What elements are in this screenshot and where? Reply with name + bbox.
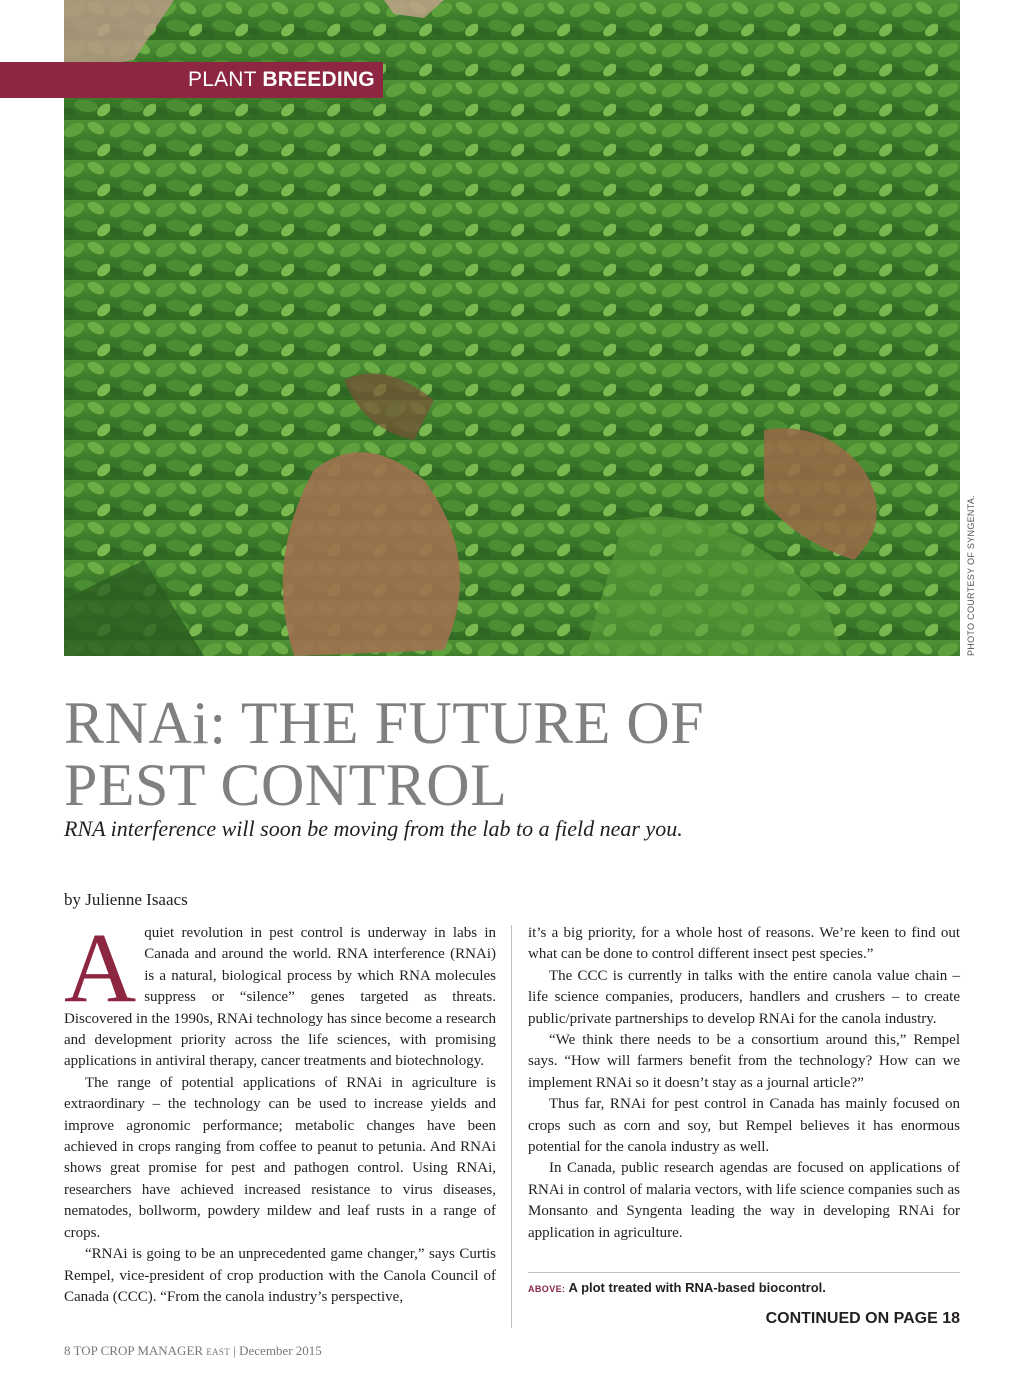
caption-divider (528, 1272, 960, 1273)
byline: by Julienne Isaacs (64, 890, 188, 909)
page-number: 8 (64, 1343, 71, 1358)
footer-separator: | (233, 1343, 236, 1358)
paragraph (64, 912, 496, 1073)
caption-text: A plot treated with RNA-based biocontrol. (568, 1280, 826, 1295)
paragraph: In Canada, public research agendas are focused on applications of RNAi in control of malaria vectors, with life science companies such as Monsanto and Syngenta leading the way in developing RNAi for application in agriculture. (528, 1160, 960, 1241)
paragraph: Thus far, RNAi for pest control in Canada has mainly focused on crops such as corn and soy, but Rempel believes it has enormous potential for the canola industry as well. (528, 1096, 960, 1156)
issue-date: December 2015 (239, 1343, 322, 1358)
caption-label: ABOVE: (528, 1284, 566, 1294)
photo-credit: PHOTO COURTESY OF SYNGENTA. (966, 495, 976, 656)
edition-label: EAST (206, 1347, 231, 1357)
paragraph: The range of potential applications of RNAi in agriculture is extraordinary – the technology can be used to increase yields and improve agronomic performance; metabolic changes have been achieved in crops ranging from coffee to peanut to petunia. And RNAi shows great promise for pest and pathogen control. Using RNAi, researchers have achieved increased resistance to virus diseases, nematodes, bollworm, powdery mildew and leaf rusts in a range of crops. (64, 1074, 496, 1241)
magazine-name: TOP CROP MANAGER (73, 1343, 204, 1358)
section-tag-light: PLANT (188, 68, 257, 91)
photo-caption (528, 1280, 826, 1295)
paragraph: The CCC is currently in talks with the entire canola value chain – life science companies, producers, handlers and crushers – to create public/private partnerships to develop RNAi for the canola industry. (528, 967, 960, 1027)
section-tag-bold: BREEDING (262, 68, 375, 91)
headline-line-1: RNAi: THE FUTURE OF (64, 690, 705, 756)
section-tag (0, 62, 383, 98)
potato-field-image (64, 0, 960, 656)
continued-link[interactable]: CONTINUED ON PAGE 18 (765, 1310, 960, 1327)
drop-cap: A (64, 912, 137, 1023)
page-footer (64, 1343, 322, 1359)
paragraph-text: quiet revolution in pest control is underway in labs in Canada and around the world. RNA interference (RNAi) is a natural, biological process by which RNA molecules suppress or “silence” genes targeted as threats. Discovered in the 1990s, RNAi technology has since become a research and development priority across the life sciences, with promising applications in antiviral therapy, cancer treatments and biotechnology. (64, 925, 496, 1070)
article-column-1 (64, 912, 496, 1308)
headline (64, 692, 964, 816)
headline-line-2: PEST CONTROL (64, 752, 508, 818)
paragraph: it’s a big priority, for a whole host of reasons. We’re keen to find out what can be done to control different insect pest species.” (528, 925, 960, 963)
article-column-2 (528, 923, 960, 1244)
paragraph: “We think there needs to be a consortium around this,” Rempel says. “How will farmers benefit from the technology? How can we implement RNAi so it doesn’t stay as a journal article?” (528, 1032, 960, 1091)
paragraph: “RNAi is going to be an unprecedented game changer,” says Curtis Rempel, vice-president of crop production with the Canola Council of Canada (CCC). “From the canola industry’s perspective, (64, 1246, 496, 1305)
hero-photo (64, 0, 960, 656)
column-divider (511, 925, 512, 1328)
dek: RNA interference will soon be moving from the lab to a field near you. (64, 816, 683, 841)
